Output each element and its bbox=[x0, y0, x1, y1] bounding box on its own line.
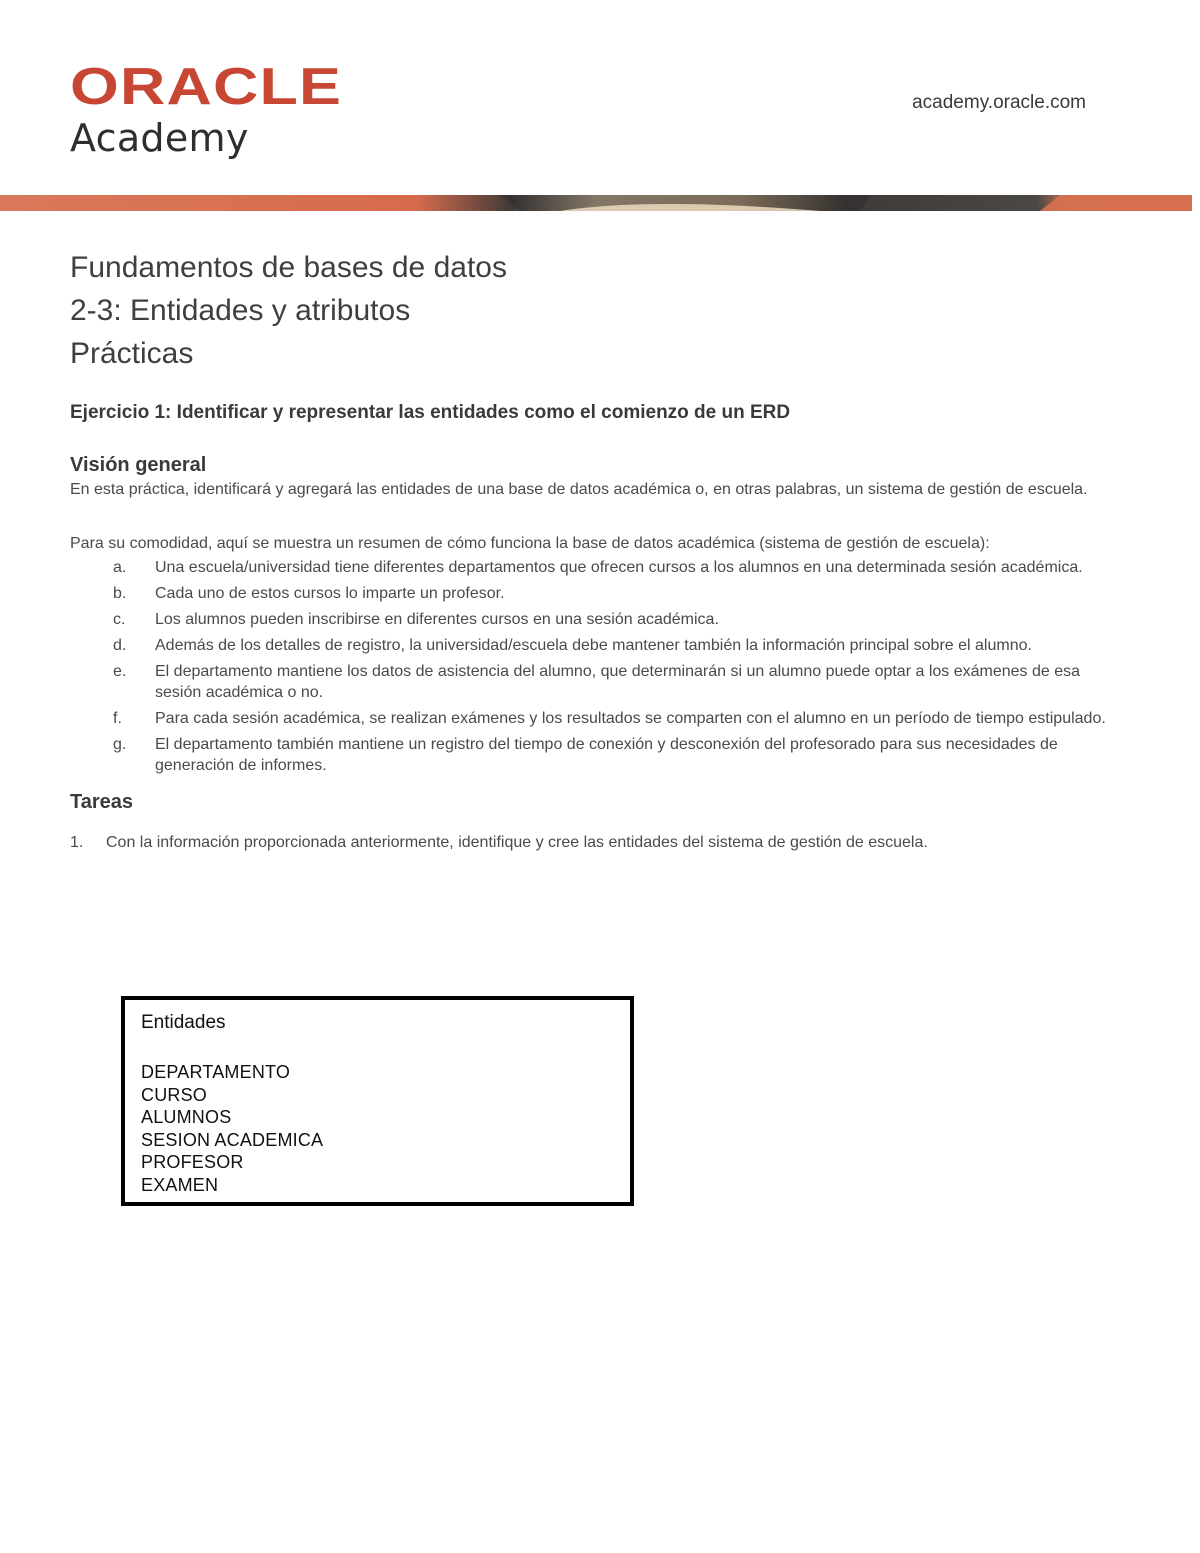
list-item-text: Una escuela/universidad tiene diferentes departamentos que ofrecen cursos a los alumnos en una determinada sesión académica. bbox=[155, 559, 1083, 576]
entities-box-title: Entidades bbox=[141, 1012, 226, 1033]
list-item bbox=[70, 635, 1130, 656]
entity-item: CURSO bbox=[141, 1084, 208, 1105]
list-marker: g. bbox=[113, 736, 127, 753]
list-marker: b. bbox=[113, 585, 127, 602]
practice-title: Prácticas bbox=[70, 337, 194, 370]
site-url: academy.oracle.com bbox=[912, 92, 1086, 113]
list-item-text: El departamento también mantiene un registro del tiempo de conexión y desconexión del profesorado para sus necesidades de generación de informes. bbox=[155, 736, 1058, 774]
entity-item: SESION ACADEMICA bbox=[141, 1129, 324, 1150]
list-marker: d. bbox=[113, 637, 127, 654]
task-marker: 1. bbox=[70, 834, 84, 851]
page-header bbox=[0, 0, 1200, 195]
list-item-text: Cada uno de estos cursos lo imparte un profesor. bbox=[155, 585, 505, 602]
entity-item: EXAMEN bbox=[141, 1174, 219, 1195]
overview-paragraph: En esta práctica, identificará y agregará las entidades de una base de datos académica o, en otras palabras, un sistema de gestión de escuela. bbox=[70, 481, 1088, 498]
entity-item: DEPARTAMENTO bbox=[141, 1062, 291, 1082]
lesson-title: 2-3: Entidades y atributos bbox=[70, 294, 411, 327]
list-item bbox=[70, 708, 1130, 729]
decorative-banner bbox=[0, 195, 1192, 211]
entity-item: PROFESOR bbox=[141, 1152, 244, 1173]
list-item-text: Los alumnos pueden inscribirse en diferentes cursos en una sesión académica. bbox=[155, 611, 719, 628]
list-item bbox=[70, 661, 1130, 703]
list-marker: c. bbox=[113, 611, 126, 628]
list-item bbox=[70, 583, 1130, 604]
list-item bbox=[70, 609, 1130, 630]
list-item-text: Para cada sesión académica, se realizan exámenes y los resultados se comparten con el alumno en un período de tiempo estipulado. bbox=[155, 710, 1106, 727]
entity-item: ALUMNOS bbox=[141, 1107, 232, 1128]
svg-text:ORACLE: ORACLE bbox=[70, 60, 342, 110]
summary-intro: Para su comodidad, aquí se muestra un resumen de cómo funciona la base de datos académica (sistema de gestión de escuela): bbox=[70, 535, 990, 552]
list-marker: a. bbox=[113, 559, 127, 576]
list-item bbox=[70, 557, 1130, 578]
oracle-academy-logo bbox=[70, 60, 345, 160]
task-text: Con la información proporcionada anteriormente, identifique y cree las entidades del sistema de gestión de escuela. bbox=[106, 834, 928, 851]
oracle-wordmark bbox=[70, 60, 345, 110]
list-marker: e. bbox=[113, 663, 127, 680]
course-title: Fundamentos de bases de datos bbox=[70, 251, 507, 284]
tasks-heading: Tareas bbox=[70, 791, 134, 813]
list-item bbox=[70, 734, 1130, 776]
overview-heading: Visión general bbox=[70, 454, 207, 476]
academy-label: Academy bbox=[70, 116, 249, 160]
task-list bbox=[70, 832, 1130, 853]
entity-list bbox=[141, 1061, 323, 1197]
summary-list bbox=[70, 557, 1130, 776]
entities-answer-box bbox=[121, 996, 634, 1206]
list-item-text: El departamento mantiene los datos de asistencia del alumno, que determinarán si un alumno puede optar a los exámenes de esa sesión académica o no. bbox=[155, 663, 1081, 701]
list-marker: f. bbox=[113, 710, 122, 727]
exercise-title: Ejercicio 1: Identificar y representar las entidades como el comienzo de un ERD bbox=[70, 402, 791, 423]
document-content bbox=[70, 246, 1130, 853]
list-item-text: Además de los detalles de registro, la universidad/escuela debe mantener también la información principal sobre el alumno. bbox=[155, 637, 1032, 654]
task-item bbox=[70, 832, 1130, 853]
